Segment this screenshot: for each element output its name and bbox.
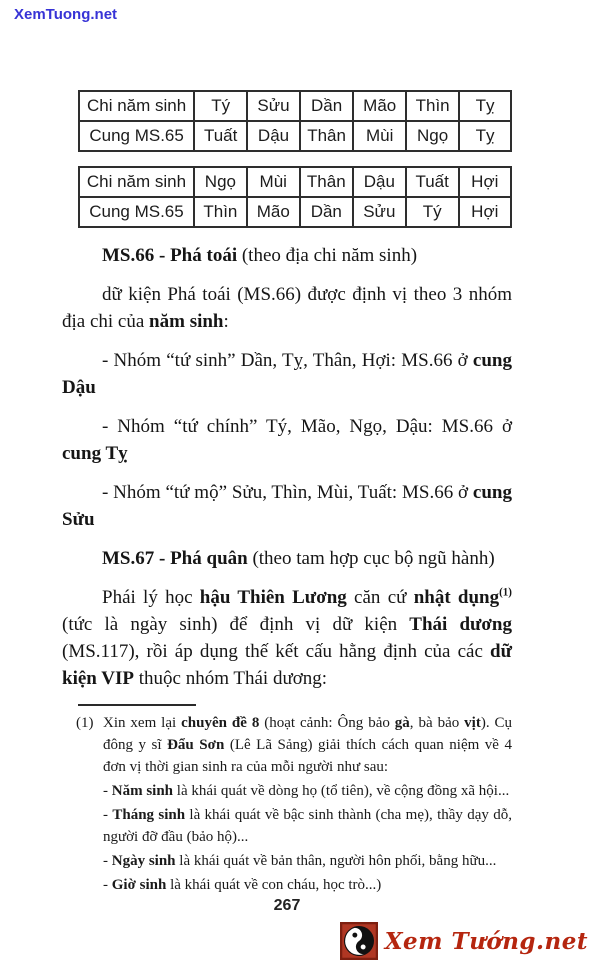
text-segment: - xyxy=(103,853,112,869)
table-cell: Thân xyxy=(300,167,353,197)
text-segment: : xyxy=(223,311,229,332)
footer-brand-link[interactable] xyxy=(340,922,588,960)
text-segment: cung Tỵ xyxy=(62,443,128,464)
footnote-marker: (1) xyxy=(76,715,94,731)
table-cell: Mão xyxy=(353,91,406,121)
table-cell: Tỵ xyxy=(459,121,511,151)
footnote-item-ngay-sinh xyxy=(103,850,512,872)
text-segment: Đẩu Sơn xyxy=(167,737,225,753)
table-cell: Cung MS.65 xyxy=(79,121,194,151)
text-segment: - Nhóm “tứ chính” Tý, Mão, Ngọ, Dậu: MS.66 ở xyxy=(102,416,512,437)
text-segment: (MS.117), rồi áp dụng thế kết cấu hằng định của các xyxy=(62,641,491,662)
text-segment: chuyên đề 8 xyxy=(181,715,260,731)
table-cell: Ngọ xyxy=(194,167,247,197)
text-segment: MS.67 - Phá quân xyxy=(102,548,248,569)
table-cell: Tỵ xyxy=(459,91,511,121)
paragraph-ms66-intro xyxy=(62,281,512,335)
text-segment: Thái dương xyxy=(409,614,512,635)
table-cell: Tuất xyxy=(406,167,459,197)
table-cell: Thìn xyxy=(194,197,247,227)
page-number: 267 xyxy=(273,897,301,914)
text-segment: (theo tam hợp cục bộ ngũ hành) xyxy=(247,548,495,569)
text-segment: căn cứ xyxy=(346,587,414,608)
table-cell: Dần xyxy=(300,91,353,121)
table-cell: Thìn xyxy=(406,91,459,121)
text-segment: Phái lý học xyxy=(102,587,200,608)
table-cell: Mùi xyxy=(353,121,406,151)
table-row xyxy=(79,167,511,197)
text-segment: (tức là ngày sinh) để định vị dữ kiện xyxy=(62,614,410,635)
table-cell: Tý xyxy=(194,91,247,121)
text-segment: , bà bảo xyxy=(409,715,465,731)
text-segment: ). Cụ đông y sĩ xyxy=(103,715,513,753)
yin-yang-icon xyxy=(340,922,378,960)
text-segment: cung Dậu xyxy=(62,350,512,398)
list-item-tu-chinh xyxy=(62,413,512,467)
table-cell: Tý xyxy=(406,197,459,227)
footnote-block xyxy=(62,712,512,896)
text-segment: là khái quát về dòng họ (tổ tiên), về cộng đồng xã hội... xyxy=(173,783,510,799)
text-segment: Ngày sinh xyxy=(111,853,176,869)
text-segment: năm sinh xyxy=(149,311,224,332)
table-cell: Ngọ xyxy=(406,121,459,151)
text-segment: - Nhóm “tứ mộ” Sửu, Thìn, Mùi, Tuất: MS.66 ở xyxy=(102,482,473,503)
table-row xyxy=(79,91,511,121)
text-segment: (hoạt cảnh: Ông bảo xyxy=(259,715,395,731)
text-segment: - xyxy=(103,783,112,799)
text-segment: Giờ sinh xyxy=(111,877,167,893)
page-content xyxy=(62,84,512,898)
text-segment: hậu Thiên Lương xyxy=(199,587,347,608)
footnote-divider xyxy=(78,704,196,706)
heading-ms67 xyxy=(62,545,512,572)
table-cell: Dậu xyxy=(247,121,300,151)
text-segment: cung Sửu xyxy=(62,482,512,530)
text-segment: là khái quát về bậc sinh thành (cha mẹ), thầy dạy dỗ, người đỡ đầu (bảo hộ)... xyxy=(103,807,512,845)
text-segment: Năm sinh xyxy=(111,783,174,799)
text-segment: là khái quát về bản thân, người hôn phối, bằng hữu... xyxy=(175,853,497,869)
text-segment: (Lê Lã Sảng) giải thích cách quan niệm về 4 đơn vị thời gian sinh ra của mỗi người như sau: xyxy=(103,737,512,775)
table-row xyxy=(79,121,511,151)
paragraph-ms67-body xyxy=(62,584,512,692)
list-item-tu-mo xyxy=(62,479,512,533)
table-cell: Hợi xyxy=(459,197,511,227)
text-segment: gà xyxy=(394,715,410,731)
text-segment: - Nhóm “tứ sinh” Dần, Tỵ, Thân, Hợi: MS.66 ở xyxy=(102,350,473,371)
table-cell: Cung MS.65 xyxy=(79,197,194,227)
text-segment: thuộc nhóm Thái dương: xyxy=(133,668,328,689)
table-row xyxy=(79,197,511,227)
table-cell: Dần xyxy=(300,197,353,227)
text-segment: Xin xem lại xyxy=(103,715,182,731)
table-cell: Mùi xyxy=(247,167,300,197)
heading-ms66 xyxy=(62,242,512,269)
text-segment: - xyxy=(103,807,113,823)
table-cell: Chi năm sinh xyxy=(79,91,194,121)
footnote-item-thang-sinh xyxy=(103,804,512,848)
site-watermark-link[interactable]: XemTuong.net xyxy=(14,6,118,23)
table-cell: Thân xyxy=(300,121,353,151)
table-cell: Chi năm sinh xyxy=(79,167,194,197)
text-segment: dữ kiện VIP xyxy=(62,641,512,689)
table-cell: Sửu xyxy=(353,197,406,227)
text-segment: nhật dụng xyxy=(413,587,500,608)
footnote-intro xyxy=(103,712,512,778)
footnote-item-nam-sinh xyxy=(103,780,512,802)
text-segment: vịt xyxy=(464,715,481,731)
text-segment: dữ kiện Phá toái (MS.66) được định vị theo 3 nhóm địa chi của xyxy=(62,284,512,332)
text-segment: MS.66 - Phá toái xyxy=(102,245,238,266)
table-cell: Sửu xyxy=(247,91,300,121)
text-segment: - xyxy=(103,877,112,893)
text-segment: là khái quát về con cháu, học trò...) xyxy=(166,877,382,893)
text-segment: (1) xyxy=(499,586,512,599)
table-cell: Tuất xyxy=(194,121,247,151)
list-item-tu-sinh xyxy=(62,347,512,401)
table-cell: Hợi xyxy=(459,167,511,197)
table-cell: Mão xyxy=(247,197,300,227)
footnote-item-gio-sinh xyxy=(103,874,512,896)
text-segment: Tháng sinh xyxy=(112,807,186,823)
footer-brand-text: Xem Tướng.net xyxy=(384,927,588,955)
zodiac-table-1 xyxy=(78,90,512,152)
text-segment: (theo địa chi năm sinh) xyxy=(237,245,418,266)
zodiac-table-2 xyxy=(78,166,512,228)
table-cell: Dậu xyxy=(353,167,406,197)
